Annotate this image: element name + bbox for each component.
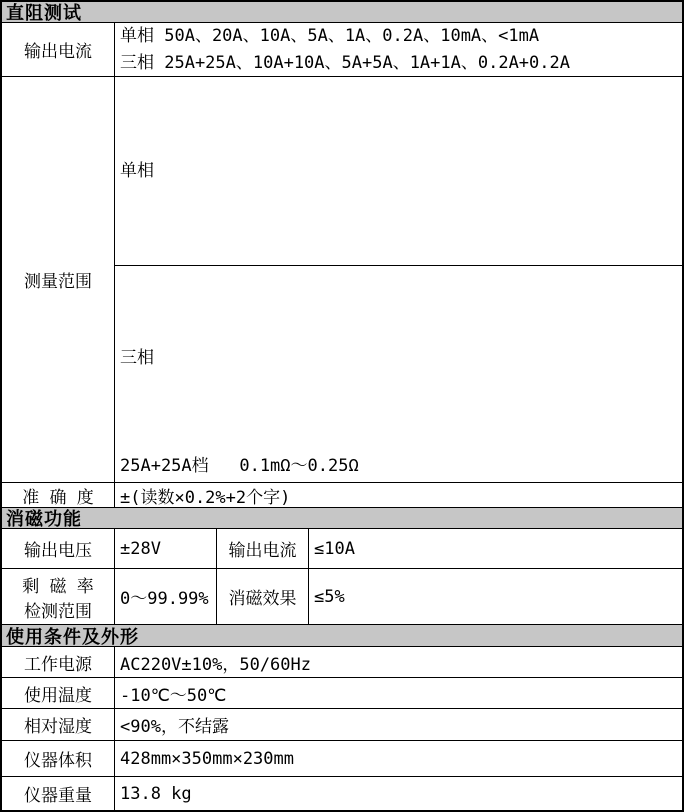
demag-effect-label: 消磁效果 — [217, 569, 309, 624]
instrument-weight-value: 13.8 kg — [120, 783, 192, 804]
demag-output-current-label: 输出电流 — [217, 529, 309, 568]
output-current-value — [115, 23, 682, 76]
row-instrument-size — [2, 741, 682, 777]
row-operating-temperature — [2, 678, 682, 709]
relative-humidity-label: 相对湿度 — [2, 709, 115, 740]
instrument-weight-label: 仪器重量 — [2, 777, 115, 810]
row-relative-humidity — [2, 709, 682, 741]
power-supply-label: 工作电源 — [2, 647, 115, 677]
section-header-conditions — [2, 625, 682, 647]
demag-effect-value: ≤5% — [314, 586, 345, 607]
range-single-phase — [115, 77, 682, 266]
instrument-size-value: 428mm×350mm×230mm — [120, 748, 294, 769]
demag-output-current-value: ≤10A — [314, 538, 355, 559]
measurement-range-label: 测量范围 — [2, 77, 115, 482]
section-header-dc-test — [2, 2, 682, 23]
accuracy-value: ±(读数×0.2%+2个字) — [120, 487, 291, 507]
row-output-current — [2, 23, 682, 77]
output-current-single-phase: 单相 50A、20A、10A、5A、1A、0.2A、10mA、<1mA — [120, 25, 540, 46]
range-line: 25A+25A档 0.1mΩ～0.25Ω — [120, 456, 359, 476]
output-current-three-phase: 三相 25A+25A、10A+10A、5A+5A、1A+1A、0.2A+0.2A — [120, 52, 570, 73]
range-three-heading: 三相 — [120, 348, 154, 368]
range-single-heading: 单相 — [120, 161, 154, 181]
row-demag-remanence-effect — [2, 569, 682, 625]
range-three-phase — [115, 266, 682, 482]
section-title-demag: 消磁功能 — [6, 509, 82, 530]
row-instrument-weight — [2, 777, 682, 810]
power-supply-value: AC220V±10%，50/60Hz — [120, 654, 311, 675]
section-header-demag — [2, 508, 682, 529]
relative-humidity-value: <90%，不结露 — [120, 717, 229, 737]
operating-temperature-label: 使用温度 — [2, 678, 115, 708]
accuracy-label: 准 确 度 — [2, 483, 115, 507]
remanence-range-label-line1: 剩 磁 率 — [22, 576, 94, 597]
row-accuracy — [2, 483, 682, 508]
remanence-range-label-line2: 检测范围 — [24, 601, 92, 622]
instrument-size-label: 仪器体积 — [2, 741, 115, 776]
output-current-label: 输出电流 — [2, 23, 115, 76]
row-demag-voltage-current — [2, 529, 682, 569]
section-title-conditions: 使用条件及外形 — [6, 626, 139, 648]
demag-output-voltage-label: 输出电压 — [2, 529, 115, 568]
remanence-range-label — [2, 569, 115, 624]
operating-temperature-value: -10℃～50℃ — [120, 685, 227, 706]
section-title-dc-test: 直阻测试 — [6, 3, 82, 24]
row-power-supply — [2, 647, 682, 678]
remanence-range-value: 0～99.99% — [115, 569, 217, 624]
measurement-range-value — [115, 77, 682, 482]
demag-output-voltage-value: ±28V — [115, 529, 217, 568]
row-measurement-range — [2, 77, 682, 483]
